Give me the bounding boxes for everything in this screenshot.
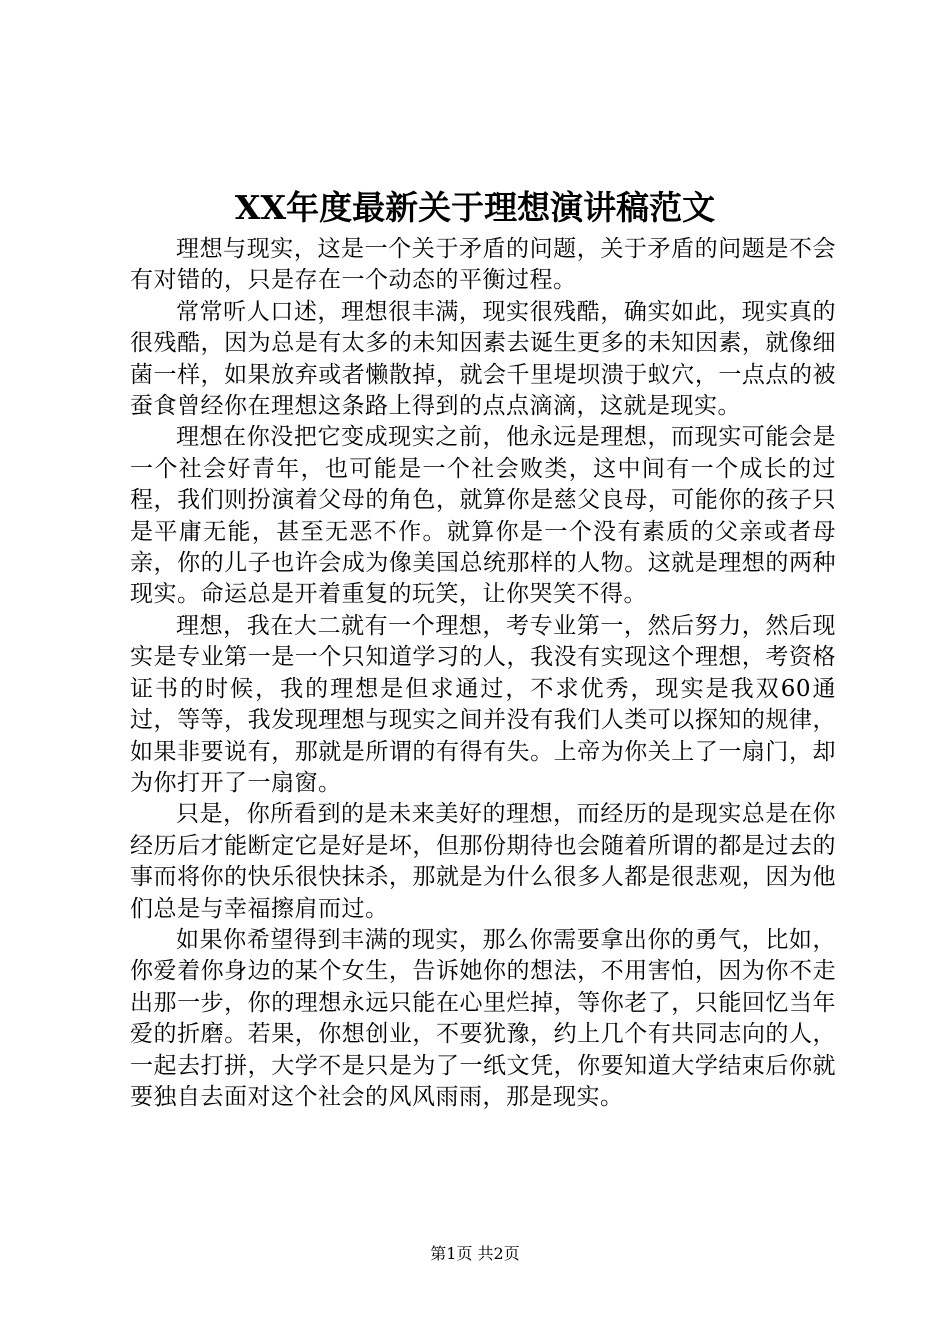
paragraph-3: 理想在你没把它变成现实之前，他永远是理想，而现实可能会是一个社会好青年，也可能是一个社会败类，这中间有一个成长的过程，我们则扮演着父母的角色，就算你是慈父良母，可能你的孩子只是平庸无能，甚至无恶不作。就算你是一个没有素质的父亲或者母亲，你的儿子也许会成为像美国总统那样的人物。这就是理想的两种现实。命运总是开着重复的玩笑，让你哭笑不得。 bbox=[130, 424, 836, 608]
paragraph-5: 只是，你所看到的是未来美好的理想，而经历的是现实总是在你经历后才能断定它是好是坏，但那份期待也会随着所谓的都是过去的事而将你的快乐很快抹杀，那就是为什么很多人都是很悲观，因为他们总是与幸福擦肩而过。 bbox=[130, 801, 836, 922]
document-body bbox=[130, 234, 836, 1113]
page-footer: 第1页 共2页 bbox=[430, 1244, 520, 1263]
paragraph-2: 常常听人口述，理想很丰满，现实很残酷，确实如此，现实真的很残酷，因为总是有太多的未知因素去诞生更多的未知因素，就像细菌一样，如果放弃或者懒散掉，就会千里堤坝溃于蚁穴，一点点的被蚕食曾经你在理想这条路上得到的点点滴滴，这就是现实。 bbox=[130, 298, 836, 420]
paragraph-4: 理想，我在大二就有一个理想，考专业第一，然后努力，然后现实是专业第一是一个只知道学习的人，我没有实现这个理想，考资格证书的时候，我的理想是但求通过，不求优秀，现实是我双60通过，等等，我发现理想与现实之间并没有我们人类可以探知的规律，如果非要说有，那就是所谓的有得有失。上帝为你关上了一扇门，却为你打开了一扇窗。 bbox=[130, 612, 836, 796]
paragraph-6: 如果你希望得到丰满的现实，那么你需要拿出你的勇气，比如，你爱着你身边的某个女生，告诉她你的想法，不用害怕，因为你不走出那一步，你的理想永远只能在心里烂掉，等你老了，只能回忆当年爱的折磨。若果，你想创业，不要犹豫，约上几个有共同志向的人，一起去打拼，大学不是只是为了一纸文凭，你要知道大学结束后你就要独自去面对这个社会的风风雨雨，那是现实。 bbox=[130, 926, 836, 1110]
document-title: XX年度最新关于理想演讲稿范文 bbox=[234, 188, 716, 227]
paragraph-1: 理想与现实，这是一个关于矛盾的问题，关于矛盾的问题是不会有对错的，只是存在一个动态的平衡过程。 bbox=[130, 236, 836, 294]
